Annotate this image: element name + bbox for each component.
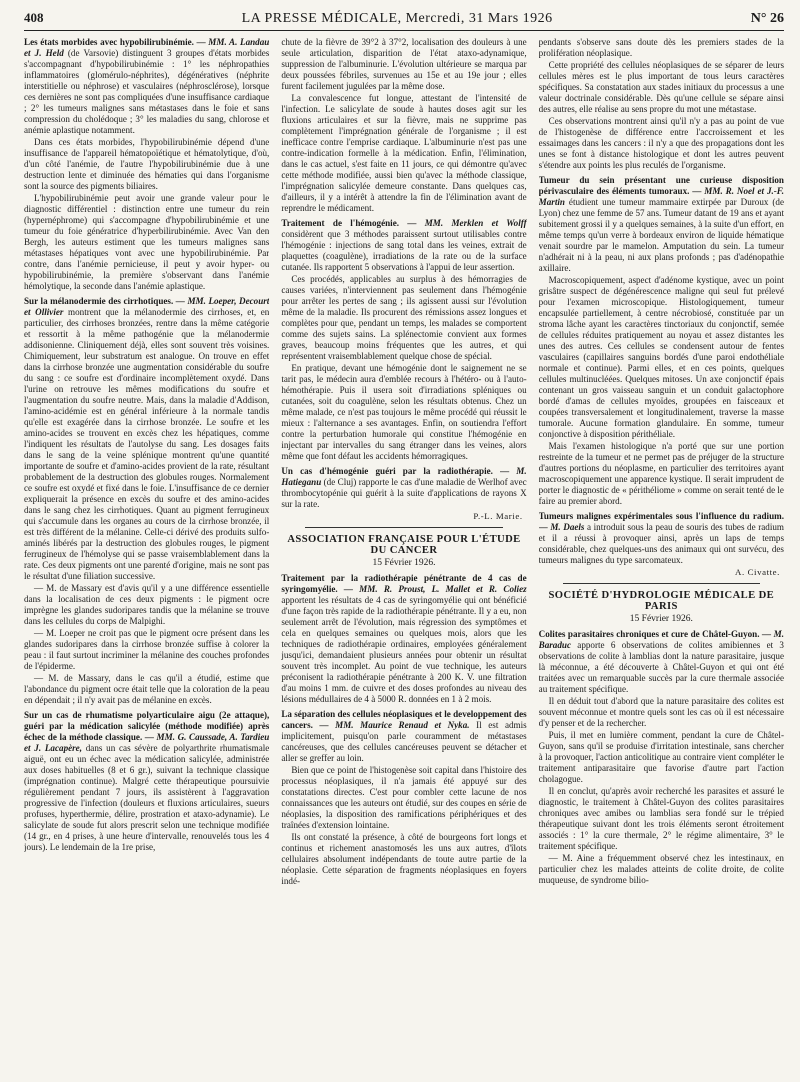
article-title: Un cas d'hémogénie guéri par la radiothérapie. [281, 466, 493, 476]
column-1 [24, 37, 269, 1067]
article-separation-cellules [281, 709, 526, 764]
paragraph: Macroscopiquement, aspect d'adénome kystique, avec un point grisâtre suspect de dégénérescence maligne qui seul fut prélevé pour l'examen microscopique. Histologiquement, tumeur encapsulée partiellement, à centre nécrobiosé, constituée par un stroma lâche ayant les caractères tinctoriaux du conjonctif, semée de cellules réduites pratiquement au noyau et assez distantes les unes des autres. Ces cellules se condensent autour de fentes vasculaires (capillaires sanguins bordés d'une paroi endothéliale normale et continue). Parmi elles, et en ces points, quelques cellules multinucléées. Quelques mitoses. Un axe conjonctif épais contenant un gros vaisseau sanguin et un conduit galactophore bordé d'amas de cellules myoïdes, groupées en faisceaux et coupées transversalement et longitudinalement, traverse la masse tumorale. Aucune formation glandulaire. En somme, tumeur conjonctive à disposition périthéliale. [538, 275, 784, 439]
section-date: 15 Février 1926. [372, 558, 436, 568]
paragraph: — M. Loeper ne croit pas que le pigment ocre présent dans les glandes sudoripares dans la cirrhose bronzée suffise à colorer la peau : il faut surtout incriminer la mélanine des couches profondes de l'épiderme. [24, 628, 270, 671]
article-hypobilirubinemie [24, 37, 269, 136]
column-3 [539, 37, 784, 1067]
article-tumeurs-radium [539, 511, 784, 566]
article-rhumatisme [24, 710, 269, 853]
section-title: ASSOCIATION FRANÇAISE POUR L'ÉTUDE DU CANCER [287, 534, 521, 556]
paragraph: apporte 6 observations de colites amibiennes et 3 observations de colite à lamblias dont la nature parasitaire, jusque là méconnue, a été découverte à Châtel-Guyon et qui ont été traitées avec un remarquable succès par la cure thermale associée au traitement spécifique. [538, 640, 784, 694]
article-title: La séparation des cellules néoplasiques et le developpement des cancers. [281, 709, 527, 730]
paragraph: Ces procédés, applicables au surplus à des hémorragies de causes variées, n'interviennent pas seulement dans l'hémogénie pour arrêter les pertes de sang ; ils agissent aussi sur l'évolution même de la maladie. Ils procurent des rémissions assez longues et complètes pour que, pendant un temps, les malades se comportent comme des sujets sains. La splénectomie convient aux formes graves, beaucoup moins fréquentes que les autres, et qui représentent vraisemblablement quelque chose de spécial. [281, 274, 527, 361]
article-authors: — MM. Loeper, Decourt et Ollivier [24, 296, 270, 317]
paragraph: Il en déduit tout d'abord que la nature parasitaire des colites est souvent méconnue et montre quels sont les cas où il est nécessaire d'y penser et de la rechercher. [538, 696, 784, 728]
paragraph: Cette propriété des cellules néoplasiques de se séparer de leurs cellules mères est le plus important de tous leurs caractères spécifiques. Sa constatation aux stades initiaux du processus a une valeur doctrinale considérable. Dès qu'une cellule se sépare ainsi des autres, elle réalise au sens propre du mot une métastase. [538, 60, 784, 114]
paragraph: a introduit sous la peau de souris des tubes de radium et il a réussi à provoquer ainsi, après un laps de temps considérable, chez quelques-uns des animaux qui ont survécu, des tumeurs malignes du type sarcomateux. [538, 522, 784, 565]
article-title: Traitement de l'hémogénie. [281, 218, 400, 228]
paragraph: montrent que la mélanodermie des cirrhoses, et, en particulier, des cirrhoses bronzées, rentre dans la même catégorie et ressortit à la même pathogénie que la mélanodermie addisonienne. Cliniquement déjà, elles sont souvent très voisines. Chimiquement, leur substratum est analogue. On trouve en effet dans la cirrhose bronzée une augmentation considérable du soufre du sang : ce soufre est d'ordinaire incomplètement oxydé. Dans l'urine on retrouve les mêmes modifications du soufre et l'augmentation du soufre neutre. Mais, dans la maladie d'Addison, l'amino-acidémie est en général inférieure à la normale tandis qu'elle est exagérée dans la cirrhose bronzée. Le soufre et les amino-acides se trouvent en excès chez les hépatiques, comme l'indiquent les résultats de l'autolyse du sang. Les dosages faits dans le sang de la veine splénique montrent qu'une quantité importante de soufre et d'amino-acides provient de la rate, résultant probablement de la destruction des globules rouges. Normalement ce soufre est oxydé et fixé dans le foie. L'insuffisance de ce dernier expliquerait la présence en excès du soufre et des amino-acides dans le sang chez les cirrhotiques. Quant au pigment ferrugineux qui s'accumule dans les organes au cours de la cirrhose bronzée, il est très différent de la mélanine. Celle-ci dérivé des produits sulfo-aminés libérés par la destruction des globules rouges, le pigment ferrugineux de l'hémolyse qui se passe vraisemblablement dans la rate. Ces deux pigments ont une parenté d'origine, mais ne sont pas le résultat d'une filiation successive. [24, 307, 270, 581]
paragraph: dans un cas sévère de polyarthrite rhumatismale aiguë, ont eu un échec avec la médication salicylée, administrée aux doses habituelles (8 et 6 gr.), suivant la technique classique (imprégnation continue). Malgré cette thérapeutique poursuivie régulièrement pendant 7 jours, ils assistèrent à l'aggravation progressive de l'infection (douleurs et fluxions articulaires, sueurs profuses, hyperthermie, délire, prostration et ataxo-adynamie). Le salicylate de soude fut alors prescrit selon une technique modifiée (14 gr., en 4 prises, à une heure d'intervalle, renouvelés tous les 4 jours). Le lendemain de la 1re prise, [24, 743, 270, 852]
article-authors: — MM. Maurice Renaud et Nyka. [319, 720, 470, 730]
section-title: SOCIÉTÉ D'HYDROLOGIE MÉDICALE DE PARIS [548, 590, 775, 612]
columns [24, 37, 784, 1067]
paragraph: apportent les résultats de 4 cas de syringomyélie qui ont bénéficié d'une façon très rapide de la radiothérapie pénétrante. Il y a eu, non seulement arrêt de l'évolution, mais régression des symptômes et cela en quelques semaines ou quelques mois, alors que les techniques de radiothérapie ordinaires, employées généralement jusqu'ici, demandaient plusieurs années pour obtenir un résultat souvent très incomplet. Au point de vue technique, les auteurs préconisent la radiothérapie pénétrante à 200 K. V. une filtration d'au moins 1 mm. de cuivre et des doses profondes au niveau des lésions médullaires de 4 à 5000 R. données en 1 à 2 mois. [281, 595, 527, 704]
paragraph: Dans ces états morbides, l'hypobilirubinémie dépend d'une insuffisance de l'appareil hématopoïétique et hématolytique, d'où, d'un côté l'anémie, de l'autre l'hypobilirubinémie due à une destruction lente et diminuée des hématies qui dans l'organisme sont la source des pigments biliaires. [24, 137, 270, 191]
article-title: Tumeur du sein présentant une curieuse disposition périvasculaire des éléments tumoraux. [538, 175, 784, 196]
paragraph: Mais l'examen histologique n'a porté que sur une portion restreinte de la tumeur et ne permet pas de préjuger de la structure d'autres portions du néoplasme, en particulier des territoires ayant macroscopiquement une apparence kystique. Il serait imprudent de porter le diagnostic de « périthéliome » comme on serait tenté de le faire au premier abord. [538, 441, 784, 506]
article-authors: — M. Hatieganu [281, 466, 527, 487]
paragraph: En pratique, devant une hémogénie dont le saignement ne se tarit pas, le médecin aura d'emblée recours à l'hétéro- ou à l'auto-hémothérapie. Puis il usera soit d'irradiations spléniques ou cutanées, soit du coagulène, selon les résultats obtenus. Chez un même malade, ce n'est pas toujours le même procédé qui réussit le mieux : l'alternance a ses avantages. Enfin, on soutiendra l'effort contre la perturbation humorale qui constitue l'hémogénie en injectant par intervalles du sang étranger dans les veines, alors même que font défaut les accidents hémorragiques. [281, 363, 527, 461]
paragraph: La convalescence fut longue, attestant de l'intensité de l'infection. Le salicylate de soude à hautes doses agit sur les fluxions articulaires et sur la fièvre, mais ne supprime pas complètement l'imprégnation générale de l'organisme ; il est inefficace contre l'emprise cardiaque. L'albuminurie n'est pas une contre-indication formelle à la médication. Enfin, l'élimination, dans le cas actuel, s'est faite en 11 jours, ce qui démontre qu'avec cette méthode modifiée, aussi bien qu'avec la méthode classique, l'imprégnation salicylée demeure constante. Dans quelques cas, d'ailleurs, il y a intérêt à attendre la fin de l'élimination avant de reprendre le médicament. [281, 93, 527, 213]
paragraph: chute de la fièvre de 39°2 à 37°2, localisation des douleurs à une seule articulation, disparition de l'état ataxo-adynamique, suppression de l'albuminurie. L'évolution ultérieure se marqua par deux poussées fébriles, survenues au 15e et au 19e jour ; elles furent facilement jugulées par la même dose. [281, 37, 527, 91]
issue-number: N° 26 [750, 11, 784, 26]
article-syringomyelie [281, 573, 526, 705]
column-2 [281, 37, 526, 1067]
article-title: Tumeurs malignes expérimentales sous l'influence du radium. [538, 511, 784, 521]
section-date: 15 Février 1926. [629, 614, 693, 624]
paragraph: Ces observations montrent ainsi qu'il n'y a pas au point de vue de l'histogenèse de différence entre l'accroissement et les essaimages dans les cancers : il n'y a que des propagations dont les unes se font à distance histologique et dont les autres peuvent s'étendre aux points les plus reculés de l'organisme. [538, 116, 784, 170]
paragraph: (de Varsovie) distinguent 3 groupes d'états morbides s'accompagnant d'hypobilirubinémie : 1° les néphropathies inflammatoires (glomérulo-néphrites), dégénératives (néphrite interstitielle ou néphrose) et vasculaires (néphrosclérose), lorsque ces dernières ne sont pas compliquées d'une insuffisance cardiaque ; 2° les tumeurs malignes sans métastases dans le foie et sans compression du cholédoque ; 3° les maladies du sang, chlorose et anémie aplastique notamment. [24, 48, 270, 135]
paragraph: — M. Aine a fréquemment observé chez les intestinaux, en particulier chez les malades atteints de colite droite, de colite muqueuse, de syndrome bilio- [538, 853, 784, 885]
paragraph: Puis, il met en lumière comment, pendant la cure de Châtel-Guyon, sans qu'il se produise d'irritation intestinale, sans chercher à la provoquer, l'action anticolitique au contraire vient compléter le traitement antiparasitaire que favorise d'autre part l'action cholagogue. [538, 730, 784, 784]
article-hemogenie [281, 218, 526, 273]
page-number: 408 [24, 10, 44, 25]
article-authors: — MM. R. Noel et J.-F. Martin [538, 186, 784, 207]
article-title: Sur la mélanodermie des cirrhotiques. [24, 296, 174, 306]
article-tumeur-sein [539, 175, 784, 274]
paragraph: pendants s'observe sans doute dès les premiers stades de la prolifération néoplasique. [538, 37, 784, 58]
article-authors: — MM. G. Caussade, A. Tardieu et J. Lacapère, [24, 732, 270, 753]
article-title: Les états morbides avec hypobilirubinémie. [24, 37, 194, 47]
paragraph: (de Cluj) rapporte le cas d'une maladie de Werlhof avec thrombocytopénie qui guérit à la suite d'applications de rayons X sur la rate. [281, 477, 527, 509]
article-title: Traitement par la radiothérapie pénétrante de 4 cas de syringomyélie. [281, 573, 527, 594]
paragraph: Ils ont constaté la présence, à côté de bourgeons fort longs et continus et richement anastomosés les uns aux autres, d'îlots cellulaires absolument indépendants de toute autre partie de la néoplasie. Cette séparation de fragments néoplasiques en foyers indé- [281, 832, 527, 886]
paragraph: — M. de Massary, dans le cas qu'il a étudié, estime que l'abondance du pigment ocre était telle que la coloration de la peau en dépendait ; il n'y avait pas de mélanine en excès. [24, 673, 270, 705]
paragraph: Il en conclut, qu'après avoir recherché les parasites et assuré le diagnostic, le traitement à Châtel-Guyon des colites parasitaires chroniques avec amibes ou lamblias sera fondé sur le trépied thérapeutique suivant dont les trois éléments seront étroitement associés : 1° la cure thermale, 2° le régime alimentaire, 3° le traitement spécifique. [538, 786, 784, 851]
paragraph: étudient une tumeur mammaire extirpée par Duroux (de Lyon) chez une femme de 57 ans. Tumeur datant de 19 ans et ayant subitement grossi il y a quelques semaines, à la suite d'un effort, en même temps qu'un verre à bordeaux environ de liquide hématique venait sourdre par le mamelon. Amputation du sein. La tumeur n'adhérait ni à la peau, ni aux plans profonds ; pas d'adénopathie axillaire. [538, 197, 784, 273]
section-divider [563, 583, 760, 584]
signature: P.-L. Marie. [473, 511, 523, 521]
paragraph: Bien que ce point de l'histogenèse soit capital dans l'histoire des processus néoplasiques, il n'a jamais été appuyé sur des constatations directes. C'est pour combler cette lacune de nos connaissances que les auteurs ont étudié, sur des coupes en série de néoplasies, la disposition des ramifications périphériques et des traînées d'extension lointaine. [281, 765, 527, 830]
paragraph: L'hypobilirubinémie peut avoir une grande valeur pour le diagnostic différentiel : distinction entre une tumeur du rein (hypernéphrome) qui s'accompagne d'hypobilirubinémie et une tumeur du foie génératrice d'hyperbilirubinémie. Avec Van den Bergh, les auteurs estiment que les tumeurs malignes sans métastases hépatiques vont avec une hypobilirubinémie. Par contre, dans l'anémie pernicieuse, il peut y avoir hyper- ou hypobilirubinémie, la première s'observant dans l'anémie hémolytique, la seconde dans l'anémie aplastique. [24, 193, 270, 291]
journal-title: LA PRESSE MÉDICALE, Mercredi, 31 Mars 1926 [241, 11, 553, 26]
article-title: Sur un cas de rhumatisme polyarticulaire aigu (2e attaque), guéri par la médication salicylée (méthode modifiée) après échec de la méthode classique. [24, 710, 270, 742]
article-hemogenie-radiotherapie [281, 466, 526, 510]
paragraph: Il est admis implicitement, puisqu'on parle couramment de métastases cancéreuses, que des cellules cancéreuses peuvent se détacher et aller se greffer au loin. [281, 720, 527, 763]
article-authors: — MM. R. Proust, L. Mallet et R. Coliez [343, 584, 527, 594]
article-title: Colites parasitaires chroniques et cure de Châtel-Guyon. [538, 629, 760, 639]
article-authors: — M. Daels [538, 522, 585, 532]
paragraph: — M. de Massary est d'avis qu'il y a une différence essentielle dans la localisation de ces deux pigments : le pigment ocre imprègne les glandes sudoripares tandis que la mélanine se trouve dans les cellules du corps de Malpighi. [24, 583, 270, 626]
page-header [24, 10, 784, 31]
article-authors: — MM. A. Landau et J. Held [24, 37, 270, 58]
signature: A. Civatte. [735, 567, 780, 577]
section-divider [305, 527, 502, 528]
article-colites [539, 629, 784, 695]
paragraph: considèrent que 3 méthodes paraissent surtout utilisables contre l'hémogénie : injections de sang total dans les veines, extrait de plaquettes (coagulène), irradiations de la rate ou de la surface cutanée. Ils rapportent 5 observations à l'appui de leur assertion. [281, 229, 527, 272]
article-authors: — MM. Merklen et Wolff [407, 218, 527, 228]
article-melanodermie [24, 296, 269, 582]
article-authors: — M. Baraduc [538, 629, 784, 650]
